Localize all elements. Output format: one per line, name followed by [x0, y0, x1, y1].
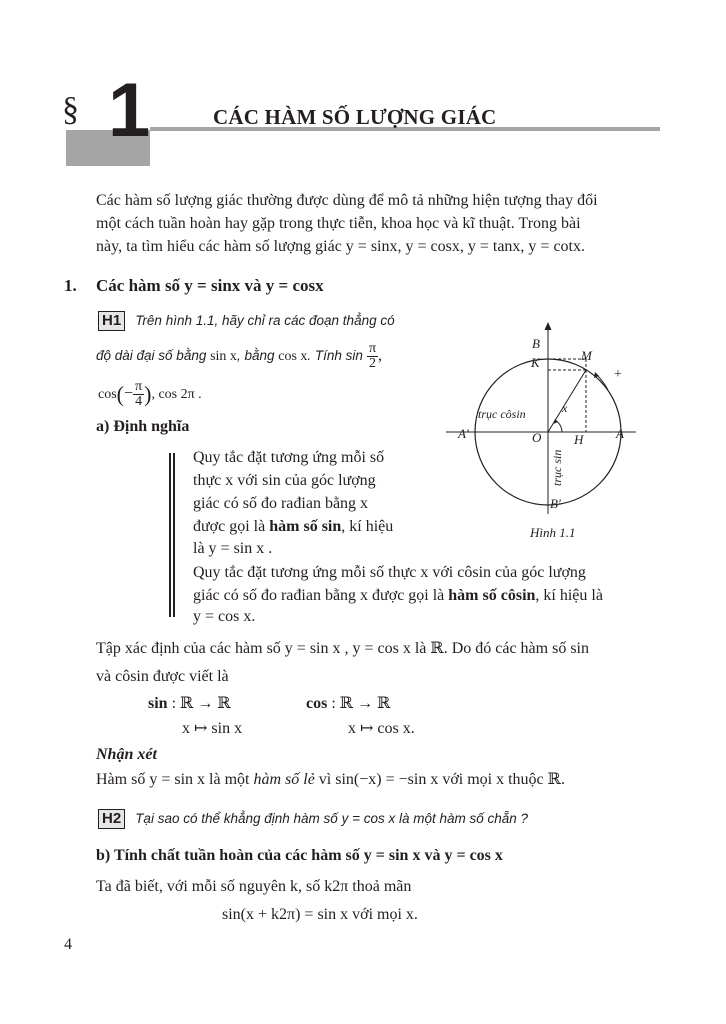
sin-map-def: : ℝ → ℝ [167, 695, 231, 712]
h1-text-2a: độ dài đại số bằng [96, 348, 211, 364]
label-x: x [562, 401, 568, 415]
label-sin-axis: trục sin [550, 449, 564, 486]
sin-map-name: sin [148, 695, 168, 712]
section-1-number: 1. [64, 276, 77, 295]
section-1-title: Các hàm số y = sinx và y = cosx [96, 276, 324, 295]
def-sin-line-1: Quy tắc đặt tương ứng mỗi số [193, 449, 385, 466]
h1-text-2c: , bằng [236, 348, 279, 364]
def-sin-line-2: thực x với sin của góc lượng [193, 472, 376, 489]
remark-line [96, 769, 565, 791]
def-cos-line-1: Quy tắc đặt tương ứng mỗi số thực x với côsin của góc lượng [193, 564, 586, 581]
periodic-line-1: Ta đã biết, với mỗi số nguyên k, số k2π thoả mãn [96, 878, 412, 895]
label-B-prime: B′ [550, 496, 561, 511]
header-band-blank [150, 130, 660, 166]
def-sin-line-3: giác có số đo rađian bằng x [193, 495, 369, 512]
label-H: H [574, 432, 584, 447]
frac-num: π [368, 341, 377, 356]
definition-bar [169, 453, 171, 617]
label-A: A [616, 426, 624, 441]
h1-text-1: Trên hình 1.1, hãy chỉ ra các đoạn thẳng có [135, 313, 395, 328]
h1-cos2pi: , cos 2π . [151, 387, 202, 403]
intro-line-2: một cách tuần hoàn hay gặp trong thực tiễn, khoa học và kĩ thuật. Trong bài [96, 215, 581, 232]
frac-den: 4 [135, 394, 143, 409]
def-cos-line-3: y = cos x. [193, 608, 256, 625]
h1-text-2e: . Tính sin [307, 348, 363, 364]
def-sin-term: hàm số sin [269, 518, 342, 535]
page-number: 4 [64, 936, 72, 953]
def-sin-line-4 [193, 516, 393, 538]
h1-question-line-1 [98, 310, 395, 332]
intro-line-1: Các hàm số lượng giác thường được dùng để mô tả những hiện tượng thay đổi [96, 192, 598, 209]
section-sign: § [62, 91, 79, 128]
cos-map-rule: x ↦ cos x. [348, 720, 415, 737]
sin-map [148, 693, 231, 715]
h1-question-line-2 [96, 342, 382, 371]
h1-fraction-pi-4 [133, 380, 144, 409]
h1-comma: , [378, 347, 383, 365]
definition-bar [173, 453, 175, 617]
remark-title: Nhận xét [96, 746, 157, 763]
h1-question-line-3: cos(− $\frac{\pi}{4}$ ), cos 2π . [98, 379, 202, 409]
label-K: K [531, 355, 540, 370]
subsection-b-title: b) Tính chất tuần hoàn của các hàm số y = sin x và y = cos x [96, 847, 503, 864]
figure-caption: Hình 1.1 [530, 525, 576, 540]
domain-line-2: và côsin được viết là [96, 668, 229, 685]
def-sin-text: , kí hiệu [341, 518, 394, 535]
domain-line-1: Tập xác định của các hàm số y = sin x , y = cos x là ℝ. Do đó các hàm số sin [96, 640, 589, 657]
remark-text: vì sin(−x) = −sin x với mọi x thuộc ℝ. [314, 771, 565, 788]
cos-map [306, 693, 390, 715]
h1-fraction-pi-2 [367, 342, 378, 371]
def-cos-text: giác có số đo rađian bằng x được gọi là [193, 587, 449, 604]
cos-map-name: cos [306, 695, 328, 712]
remark-text: Hàm số y = sin x là một [96, 771, 254, 788]
cos-map-def: : ℝ → ℝ [327, 695, 391, 712]
label-O: O [532, 430, 542, 445]
page-title: CÁC HÀM SỐ LƯỢNG GIÁC [213, 105, 497, 129]
label-plus: + [614, 367, 622, 382]
label-M: M [581, 348, 592, 363]
def-sin-line-5: là y = sin x . [193, 540, 273, 557]
h1-sinx: sin x [210, 349, 237, 365]
h1-tag: H1 [98, 311, 125, 331]
def-cos-line-2 [193, 585, 603, 607]
remark-term: hàm số lẻ [253, 771, 315, 788]
sin-axis-arrow [545, 322, 552, 330]
h2-question [98, 808, 528, 830]
sin-map-rule: x ↦ sin x [182, 720, 243, 737]
frac-den: 2 [368, 356, 376, 371]
h1-cos: cos [98, 387, 117, 403]
label-A-prime: A′ [458, 426, 469, 441]
h2-text: Tại sao có thể khẳng định hàm số y = cos x là một hàm số chẵn ? [135, 811, 529, 826]
intro-line-3: này, ta tìm hiểu các hàm số lượng giác y = sinx, y = cosx, y = tanx, y = cotx. [96, 238, 585, 255]
subsection-a-title: a) Định nghĩa [96, 418, 190, 435]
unit-circle-figure [440, 318, 640, 518]
h1-cosx: cos x [278, 349, 308, 365]
section-number: 1 [108, 68, 149, 153]
h1-minus: − [124, 385, 134, 403]
angle-arrow [553, 419, 558, 424]
def-cos-text: , kí hiệu là [535, 587, 603, 604]
h2-tag: H2 [98, 809, 125, 829]
periodic-formula: sin(x + k2π) = sin x với mọi x. [222, 906, 418, 923]
label-B: B [532, 336, 540, 351]
frac-num: π [135, 379, 143, 394]
def-cos-term: hàm số côsin [448, 587, 536, 604]
label-cos-axis: trục côsin [478, 407, 526, 421]
def-sin-text: được gọi là [193, 518, 270, 535]
